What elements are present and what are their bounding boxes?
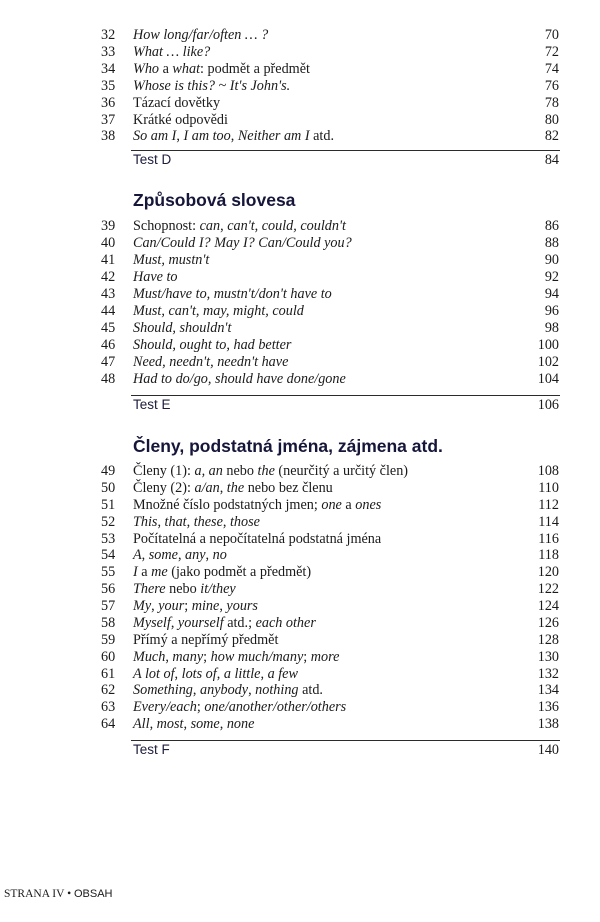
entry-page-number: 108 — [537, 463, 559, 479]
entry-title — [133, 78, 290, 95]
entry-number: 43 — [101, 285, 116, 302]
entry-title-text: Schopnost: — [133, 218, 200, 234]
entry-page-number: 98 — [544, 319, 559, 336]
entry-title-italic: Should, shouldn't — [133, 319, 232, 336]
entry-title-italic: Whose is this? ~ It's John's. — [133, 77, 291, 94]
toc-entry[interactable] — [0, 598, 600, 615]
entry-title-italic: So am I — [133, 128, 177, 145]
entry-title-text: , — [205, 547, 213, 564]
entry-title-text: Přímý a nepřímý předmět — [133, 631, 279, 648]
entry-title-italic: A lot of — [133, 665, 175, 682]
entry-title-text: a — [137, 564, 152, 581]
entry-title — [133, 666, 298, 683]
entry-number: 44 — [101, 302, 116, 319]
toc-entry[interactable] — [0, 531, 600, 548]
test-page-number: 106 — [537, 397, 559, 413]
entry-title-text: , — [248, 682, 256, 699]
entry-title-italic: a/an — [194, 479, 220, 496]
entry-title — [133, 716, 254, 733]
entry-number: 37 — [101, 111, 116, 128]
entry-number: 49 — [101, 463, 116, 479]
entry-number: 51 — [101, 496, 116, 513]
entry-title-text: nebo — [222, 463, 258, 479]
entry-title-text: , — [216, 665, 224, 682]
entry-title-text: , — [177, 547, 186, 564]
toc-entry[interactable] — [0, 269, 600, 286]
entry-page-number: 70 — [544, 27, 559, 43]
entry-title-text: nebo bez členu — [244, 479, 333, 496]
entry-title-italic: Should, ought to, had better — [133, 336, 292, 353]
entry-title-text: (jako podmět a předmět) — [167, 564, 312, 581]
entry-title-text: , — [219, 716, 227, 733]
toc-entry[interactable] — [0, 666, 600, 683]
entry-title-text: (neurčitý a určitý člen) — [274, 463, 409, 479]
entry-title-text: , — [170, 614, 178, 631]
entry-page-number: 124 — [537, 598, 559, 615]
entry-title-italic: a, an — [194, 463, 223, 479]
entry-title — [133, 218, 346, 235]
entry-title-text: , — [230, 128, 238, 145]
entry-title-italic: Must, can't, may, might, could — [133, 302, 304, 319]
entry-page-number: 136 — [537, 699, 559, 716]
section-heading: Členy, podstatná jména, zájmena atd. — [133, 436, 443, 456]
entry-title-text: ; — [303, 648, 311, 665]
entry-title-text: , — [222, 513, 230, 530]
entry-number: 40 — [101, 234, 116, 251]
entry-title-italic: A — [133, 547, 142, 564]
entry-title-italic: This — [133, 513, 158, 530]
entry-title — [133, 61, 310, 78]
entry-title — [133, 95, 220, 112]
entry-number: 64 — [101, 716, 116, 733]
toc-entry[interactable] — [0, 463, 600, 480]
entry-title-italic: I am too — [183, 128, 231, 145]
entry-title-italic: Must/have to, mustn't/don't have to — [133, 285, 332, 302]
entry-title-text: , — [157, 513, 165, 530]
entry-title-text: atd. — [298, 682, 323, 699]
entry-number: 48 — [101, 370, 116, 387]
entry-title-italic: There — [133, 581, 166, 598]
toc-entry[interactable] — [0, 218, 600, 235]
entry-title-italic: your — [158, 598, 185, 615]
entry-number: 52 — [101, 513, 116, 530]
entry-title-italic: Had to do/go, should have done/gone — [133, 370, 346, 387]
entry-number: 35 — [101, 77, 116, 94]
entry-title — [133, 112, 228, 129]
entry-number: 38 — [101, 128, 116, 145]
entry-title-text: nebo — [165, 581, 201, 598]
entry-number: 32 — [101, 27, 116, 43]
entry-number: 33 — [101, 43, 116, 60]
entry-title-text: , — [174, 665, 182, 682]
entry-page-number: 134 — [537, 682, 559, 699]
toc-entry[interactable] — [0, 699, 600, 716]
entry-title — [133, 581, 236, 598]
entry-title — [133, 547, 227, 564]
toc-entry[interactable] — [0, 303, 600, 320]
entry-title — [133, 252, 209, 269]
test-entry[interactable] — [0, 151, 600, 169]
entry-title-italic: Every/each — [133, 699, 197, 716]
toc-entry[interactable] — [0, 564, 600, 581]
toc-entry[interactable] — [0, 286, 600, 303]
entry-title-italic: the — [257, 463, 275, 479]
entry-page-number: 96 — [544, 302, 559, 319]
entry-title-italic: what — [172, 60, 201, 77]
entry-title-text: , — [220, 218, 228, 234]
entry-title-italic: Need, needn't, needn't have — [133, 353, 289, 370]
entry-title-italic: that — [164, 513, 187, 530]
entry-title-italic: one — [321, 496, 342, 513]
entry-title — [133, 615, 316, 632]
section-heading: Způsobová slovesa — [133, 190, 296, 210]
entry-title — [133, 564, 311, 581]
toc-entry[interactable] — [0, 61, 600, 78]
entry-title-text: , — [219, 598, 227, 615]
entry-title — [133, 269, 178, 286]
entry-page-number: 122 — [537, 581, 559, 598]
entry-title-italic: none — [226, 716, 255, 733]
entry-number: 55 — [101, 564, 116, 581]
entry-page-number: 114 — [538, 513, 559, 530]
entry-title-italic: mine — [191, 598, 220, 615]
entry-page-number: 80 — [544, 111, 559, 128]
entry-number: 63 — [101, 699, 116, 716]
entry-title-italic: more — [310, 648, 340, 665]
entry-title-text: atd. — [309, 128, 334, 145]
entry-title-text: , — [186, 513, 194, 530]
entry-page-number: 76 — [544, 77, 559, 94]
entry-title — [133, 649, 339, 666]
entry-title — [133, 632, 278, 649]
entry-number: 60 — [101, 648, 116, 665]
entry-title-text: , — [141, 547, 149, 564]
entry-number: 58 — [101, 614, 116, 631]
entry-title-italic: can't, could, couldn't — [227, 218, 346, 234]
entry-page-number: 102 — [537, 353, 559, 370]
toc-entry[interactable] — [0, 497, 600, 514]
entry-number: 61 — [101, 665, 116, 682]
entry-title-italic: ones — [355, 496, 382, 513]
entry-number: 56 — [101, 581, 116, 598]
entry-number: 47 — [101, 353, 116, 370]
entry-title-text: , — [183, 716, 191, 733]
entry-page-number: 74 — [544, 60, 559, 77]
entry-page-number: 82 — [544, 128, 559, 145]
entry-page-number: 94 — [544, 285, 559, 302]
test-label: Test E — [133, 397, 171, 412]
entry-title-text: , — [149, 716, 157, 733]
entry-number: 41 — [101, 251, 116, 268]
entry-title — [133, 303, 304, 320]
entry-title — [133, 463, 408, 480]
entry-page-number: 88 — [544, 234, 559, 251]
entry-number: 62 — [101, 682, 116, 699]
entry-title — [133, 337, 291, 354]
entry-title-italic: Must, mustn't — [133, 251, 210, 268]
entry-title-text: ; — [184, 598, 192, 615]
toc-entry[interactable] — [0, 95, 600, 112]
entry-number: 57 — [101, 598, 116, 615]
entry-title-italic: yours — [226, 598, 258, 615]
entry-title-italic: some — [190, 716, 220, 733]
test-page-number: 84 — [544, 152, 559, 168]
toc-entry[interactable] — [0, 682, 600, 699]
toc-entry[interactable] — [0, 547, 600, 564]
entry-title-text: a — [341, 496, 356, 513]
entry-title-italic: some — [148, 547, 178, 564]
entry-title-text: ; — [196, 699, 205, 716]
entry-number: 34 — [101, 60, 116, 77]
entry-title-italic: I — [133, 564, 138, 581]
test-label: Test F — [133, 742, 170, 757]
toc-entry[interactable] — [0, 354, 600, 371]
entry-title-italic: Can/Could I? May I? Can/Could you? — [133, 234, 352, 251]
entry-title-text: Členy (1): — [133, 463, 195, 479]
entry-title-italic: nothing — [255, 682, 299, 699]
entry-title — [133, 699, 346, 716]
toc-entry[interactable] — [0, 581, 600, 598]
test-entry[interactable] — [0, 396, 600, 414]
entry-title — [133, 531, 381, 548]
entry-title — [133, 44, 210, 61]
entry-page-number: 86 — [544, 218, 559, 234]
entry-number: 42 — [101, 268, 116, 285]
entry-title-italic: All — [133, 716, 150, 733]
entry-title-italic: how much/many — [210, 648, 304, 665]
entry-title-text: Členy (2): — [133, 479, 195, 496]
toc-entry[interactable] — [0, 371, 600, 388]
entry-number: 59 — [101, 631, 116, 648]
entry-title-italic: any — [185, 547, 206, 564]
toc-entry[interactable] — [0, 27, 600, 44]
entry-title-italic: Who — [133, 60, 160, 77]
entry-page-number: 90 — [544, 251, 559, 268]
entry-title-italic: these — [193, 513, 223, 530]
entry-title — [133, 514, 260, 531]
entry-title-italic: anybody — [200, 682, 249, 699]
entry-page-number: 100 — [537, 336, 559, 353]
toc-entry[interactable] — [0, 716, 600, 733]
entry-page-number: 116 — [538, 530, 559, 547]
entry-title-italic: me — [151, 564, 168, 581]
entry-page-number: 78 — [544, 94, 559, 111]
entry-title — [133, 286, 332, 303]
entry-number: 39 — [101, 218, 116, 234]
entry-page-number: 126 — [537, 614, 559, 631]
entry-title-text: , — [176, 128, 184, 145]
test-page-number: 140 — [537, 742, 559, 758]
entry-number: 53 — [101, 530, 116, 547]
entry-title-italic: What … like? — [133, 43, 211, 60]
entry-title — [133, 497, 381, 514]
entry-title-italic: yourself — [177, 614, 224, 631]
entry-title-italic: Have to — [133, 268, 178, 285]
test-label: Test D — [133, 152, 172, 167]
entry-page-number: 138 — [537, 716, 559, 733]
entry-title-text: Množné číslo podstatných jmen; — [133, 496, 322, 513]
entry-page-number: 112 — [538, 496, 559, 513]
entry-title-italic: each other — [255, 614, 316, 631]
entry-title-italic: a few — [267, 665, 298, 682]
entry-page-number: 130 — [537, 648, 559, 665]
entry-title-italic: no — [212, 547, 227, 564]
footer-page-label: STRANA IV — [4, 888, 65, 900]
entry-page-number: 92 — [544, 268, 559, 285]
entry-page-number: 118 — [538, 547, 559, 564]
toc-entry[interactable] — [0, 78, 600, 95]
entry-title-italic: a little — [223, 665, 261, 682]
entry-title-text: , — [165, 648, 173, 665]
entry-title-text: , — [260, 665, 268, 682]
page-footer — [4, 888, 112, 900]
entry-number: 36 — [101, 94, 116, 111]
toc-entry[interactable] — [0, 480, 600, 497]
entry-title-italic: Neither am I — [237, 128, 310, 145]
entry-title — [133, 598, 258, 615]
toc-entry[interactable] — [0, 632, 600, 649]
entry-title — [133, 371, 346, 388]
entry-title — [133, 320, 231, 337]
entry-title-italic: most — [156, 716, 184, 733]
entry-title-italic: Much — [133, 648, 166, 665]
toc-entry[interactable] — [0, 112, 600, 129]
entry-title-text: atd.; — [223, 614, 256, 631]
entry-title-text: ; — [203, 648, 211, 665]
entry-title-italic: Something — [133, 682, 193, 699]
toc-entry[interactable] — [0, 128, 600, 145]
entry-title — [133, 480, 333, 497]
entry-title-italic: those — [229, 513, 260, 530]
test-entry[interactable] — [0, 741, 600, 759]
toc-entry[interactable] — [0, 615, 600, 632]
entry-title-text: , — [192, 682, 200, 699]
entry-page-number: 128 — [537, 631, 559, 648]
entry-title-text: Počítatelná a nepočítatelná podstatná jména — [133, 530, 382, 547]
entry-title-text: Krátké odpovědi — [133, 111, 228, 128]
toc-entry[interactable] — [0, 252, 600, 269]
entry-title-text: , — [151, 598, 159, 615]
entry-page-number: 120 — [537, 564, 559, 581]
entry-title-italic: it/they — [200, 581, 236, 598]
entry-title-text: a — [159, 60, 173, 77]
toc-entry[interactable] — [0, 235, 600, 252]
entry-title-italic: the — [226, 479, 245, 496]
entry-number: 45 — [101, 319, 116, 336]
entry-title-italic: lots of — [181, 665, 217, 682]
entry-title-italic: many — [172, 648, 204, 665]
entry-title-italic: one/another/other/others — [204, 699, 347, 716]
entry-page-number: 72 — [544, 43, 559, 60]
entry-title — [133, 235, 352, 252]
entry-title — [133, 354, 288, 371]
toc-entry[interactable] — [0, 514, 600, 531]
entry-title-italic: How long/far/often … ? — [133, 27, 269, 43]
toc-entry[interactable] — [0, 337, 600, 354]
entry-title-italic: Myself — [133, 614, 171, 631]
entry-title-italic: My — [133, 598, 152, 615]
entry-page-number: 132 — [537, 665, 559, 682]
entry-page-number: 104 — [537, 370, 559, 387]
toc-entry[interactable] — [0, 649, 600, 666]
entry-number: 50 — [101, 479, 116, 496]
entry-title-text: : podmět a předmět — [200, 60, 310, 77]
entry-title-text: Tázací dovětky — [133, 94, 221, 111]
entry-title — [133, 27, 268, 44]
toc-entry[interactable] — [0, 44, 600, 61]
toc-entry[interactable] — [0, 320, 600, 337]
entry-number: 54 — [101, 547, 116, 564]
entry-title-text: , — [219, 479, 227, 496]
footer-separator: • — [67, 888, 72, 900]
entry-page-number: 110 — [538, 479, 559, 496]
entry-title — [133, 682, 323, 699]
entry-title — [133, 128, 334, 145]
footer-section: OBSAH — [73, 888, 113, 900]
entry-title-italic: can — [199, 218, 221, 234]
entry-number: 46 — [101, 336, 116, 353]
